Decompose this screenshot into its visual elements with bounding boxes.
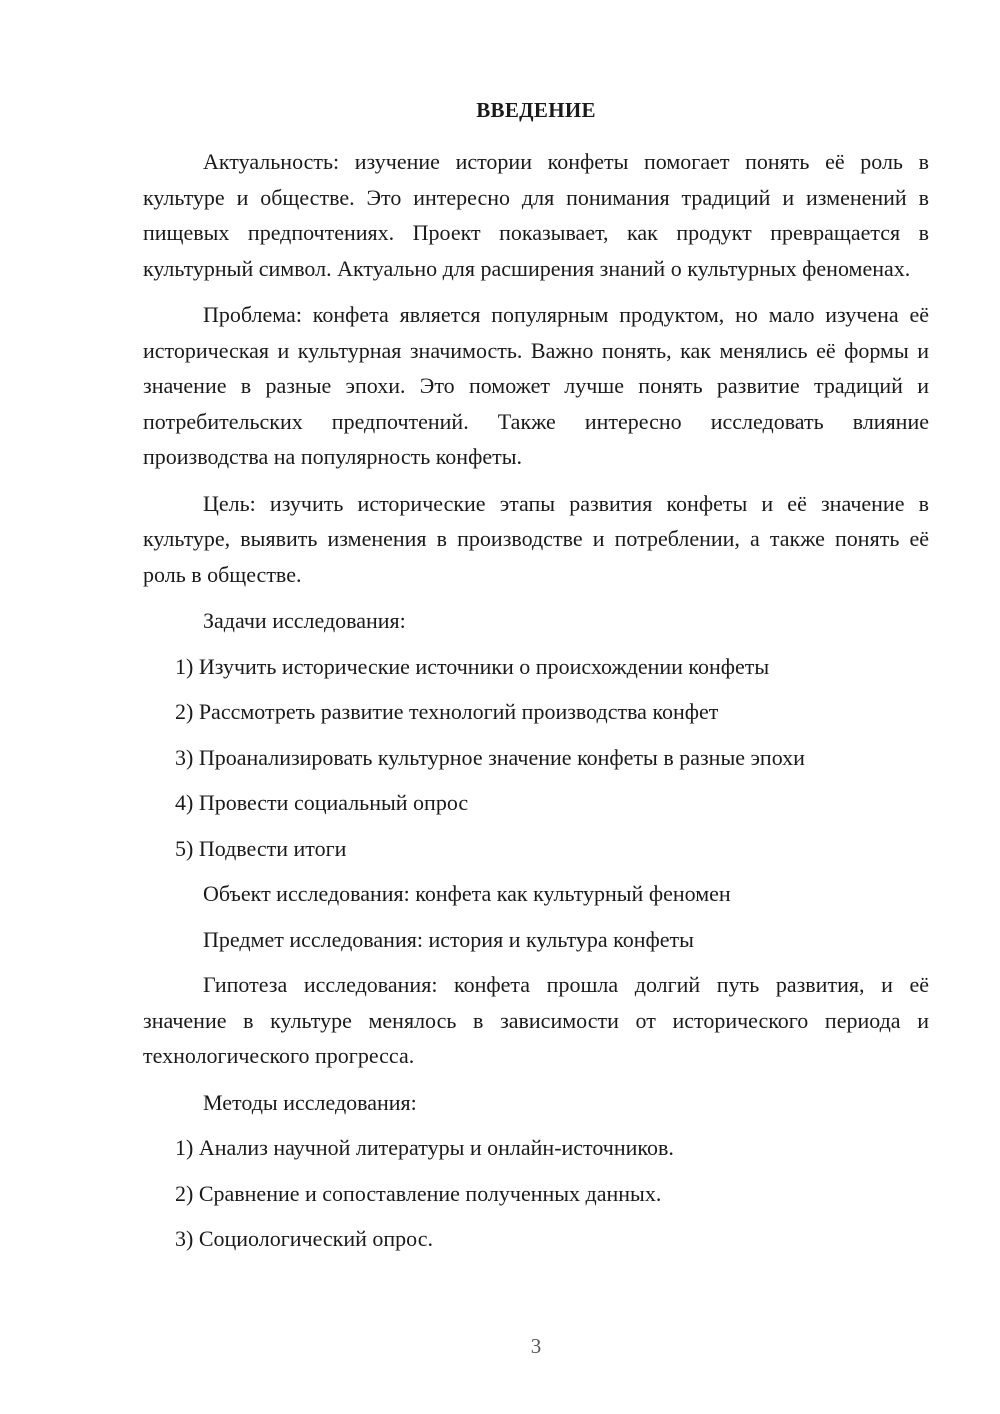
subject-line: Предмет исследования: история и культура конфеты bbox=[203, 926, 694, 952]
document-page bbox=[143, 96, 929, 1267]
list-item: 4) Провести социальный опрос bbox=[175, 790, 469, 815]
list-item: 2) Рассмотреть развитие технологий производства конфет bbox=[175, 699, 719, 724]
tasks-list bbox=[143, 649, 929, 867]
list-item: 3) Проанализировать культурное значение конфеты в разные эпохи bbox=[175, 744, 805, 770]
methods-list bbox=[143, 1130, 929, 1257]
list-item: 5) Подвести итоги bbox=[175, 835, 347, 861]
problem-paragraph: Проблема: конфета является популярным продуктом, но мало изучена её историческая и культурная значимость. Важно понять, как менялись её формы и значение в разные эпохи. Это поможет лучше понять развитие традиций и потребительских предпочтений. Также интересно исследовать влияние производства на популярность конфеты. bbox=[143, 302, 929, 469]
list-item: 3) Социологический опрос. bbox=[175, 1226, 433, 1251]
object-line: Объект исследования: конфета как культурный феномен bbox=[203, 881, 731, 906]
relevance-paragraph: Актуальность: изучение истории конфеты помогает понять её роль в культуре и обществе. Это интересно для понимания традиций и изменений в пищевых предпочтениях. Проект показывает, как продукт превращается в культурный символ. Актуально для расширения знаний о культурных феноменах. bbox=[143, 149, 929, 281]
methods-label: Методы исследования: bbox=[203, 1089, 417, 1115]
tasks-label: Задачи исследования: bbox=[203, 608, 406, 633]
hypothesis-paragraph: Гипотеза исследования: конфета прошла долгий путь развития, и её значение в культуре менялось в зависимости от исторического периода и технологического прогресса. bbox=[143, 972, 929, 1068]
list-item: 2) Сравнение и сопоставление полученных данных. bbox=[175, 1180, 662, 1206]
page-number: 3 bbox=[530, 1334, 542, 1358]
section-heading: ВВЕДЕНИЕ bbox=[476, 98, 596, 122]
list-item: 1) Анализ научной литературы и онлайн-источников. bbox=[175, 1135, 674, 1160]
list-item: 1) Изучить исторические источники о происхождении конфеты bbox=[175, 653, 770, 679]
goal-paragraph: Цель: изучить исторические этапы развития конфеты и её значение в культуре, выявить изменения в производстве и потреблении, а также понять её роль в обществе. bbox=[143, 490, 929, 587]
